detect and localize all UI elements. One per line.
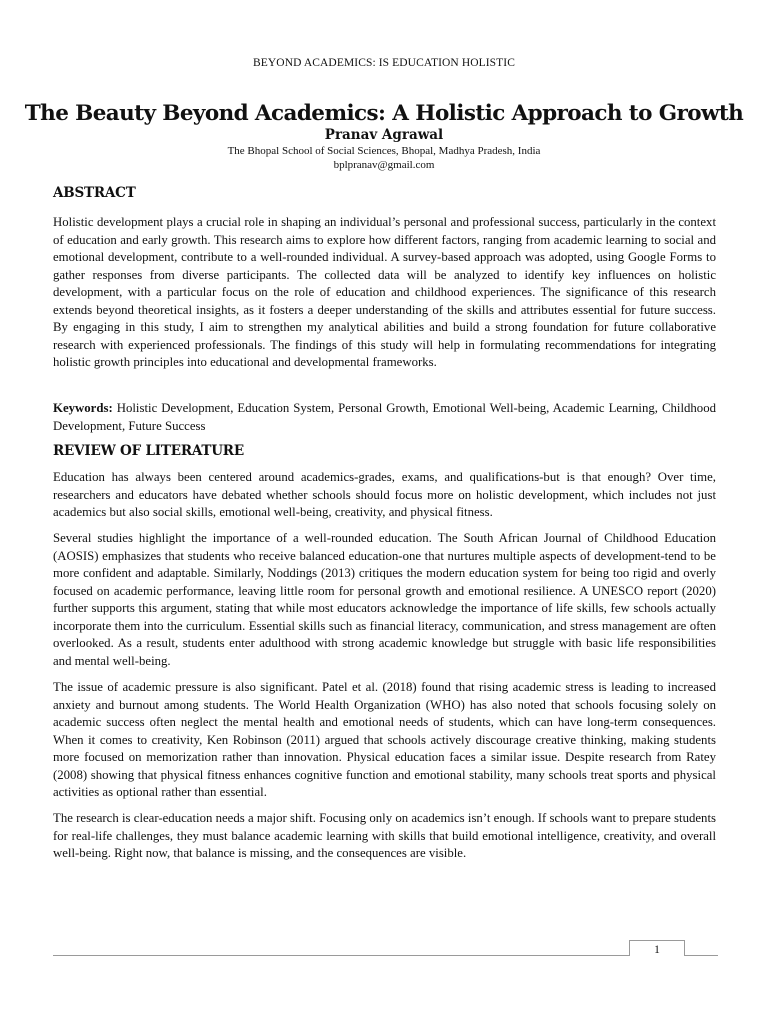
abstract-text: Holistic development plays a crucial role in shaping an individual’s personal and professional success, particularly in the context of education and early growth. This research aims to explore how different factors, ranging from academic learning to social and emotional development, contribute to a well-rounded individual. A survey-based approach was adopted, using Google Forms to gather responses from diverse participants. The collected data will be analyzed to identify key influences on holistic development, with a particular focus on the role of education and childhood experiences. The significance of this research extends beyond theoretical insights, as it fosters a deeper understanding of the skills and attributes essential for future success. By engaging in this study, I aim to strengthen my analytical abilities and build a strong foundation for future collaborative research with experienced professionals. The findings of this study will help in formulating recommendations for integrating holistic growth principles into educational and developmental frameworks. xyxy=(53,215,716,369)
author-email: bplpranav@gmail.com xyxy=(333,159,435,171)
author-name: Pranav Agrawal xyxy=(324,127,444,143)
author-affiliation: The Bhopal School of Social Sciences, Bhopal, Madhya Pradesh, India xyxy=(227,145,541,157)
footer-rule xyxy=(53,955,718,956)
keywords-text: Holistic Development, Education System, Personal Growth, Emotional Well-being, Academic Learning, Childhood Development, Future Success xyxy=(53,401,716,433)
paper-title: The Beauty Beyond Academics: A Holistic Approach to Growth xyxy=(24,101,744,126)
page-number: 1 xyxy=(629,940,685,956)
running-head: BEYOND ACADEMICS: IS EDUCATION HOLISTIC xyxy=(252,57,515,69)
keywords-label: Keywords: xyxy=(53,401,113,415)
review-paragraph-1: Education has always been centered around academics-grades, exams, and qualifications-but is that enough? Over time, researchers and educators have debated whether schools should focus more on holistic development, which includes not just academics but also social skills, emotional well-being, creativity, and physical fitness. xyxy=(53,470,716,519)
abstract-heading: ABSTRACT xyxy=(53,185,136,201)
review-paragraph-2: Several studies highlight the importance of a well-rounded education. The South African Journal of Childhood Education (AOSIS) emphasizes that students who receive balanced education-one that nurtures multiple aspects of development-tend to be more confident and adaptable. Similarly, Noddings (2013) critiques the modern education system for being too rigid and overly focused on academic performance, leaving little room for personal growth and emotional resilience. A UNESCO report (2020) further supports this argument, stating that while most educators acknowledge the importance of life skills, few schools actually incorporate them into the curriculum. Essential skills such as financial literacy, communication, and stress management are often overlooked. As a result, students enter adulthood with strong academic knowledge but struggle with basic life responsibilities and mental well-being. xyxy=(53,531,716,668)
keywords-line xyxy=(53,400,716,435)
review-paragraph-4: The research is clear-education needs a major shift. Focusing only on academics isn’t enough. If schools want to prepare students for real-life challenges, they must balance academic learning with skills that build emotional intelligence, creativity, and overall well-being. Right now, that balance is missing, and the consequences are visible. xyxy=(53,811,716,860)
review-heading: REVIEW OF LITERATURE xyxy=(53,443,244,459)
review-paragraph-3: The issue of academic pressure is also significant. Patel et al. (2018) found that rising academic stress is leading to increased anxiety and burnout among students. The World Health Organization (WHO) has also noted that schools focusing solely on academic success often neglect the mental health and emotional needs of students, which can have long-term consequences. When it comes to creativity, Ken Robinson (2011) argued that schools actively discourage creative thinking, making students more focused on memorization rather than innovation. Physical education faces a similar issue. Despite research from Ratey (2008) showing that physical fitness enhances cognitive function and emotional stability, many schools treat sports and physical activities as optional rather than essential. xyxy=(53,680,716,799)
